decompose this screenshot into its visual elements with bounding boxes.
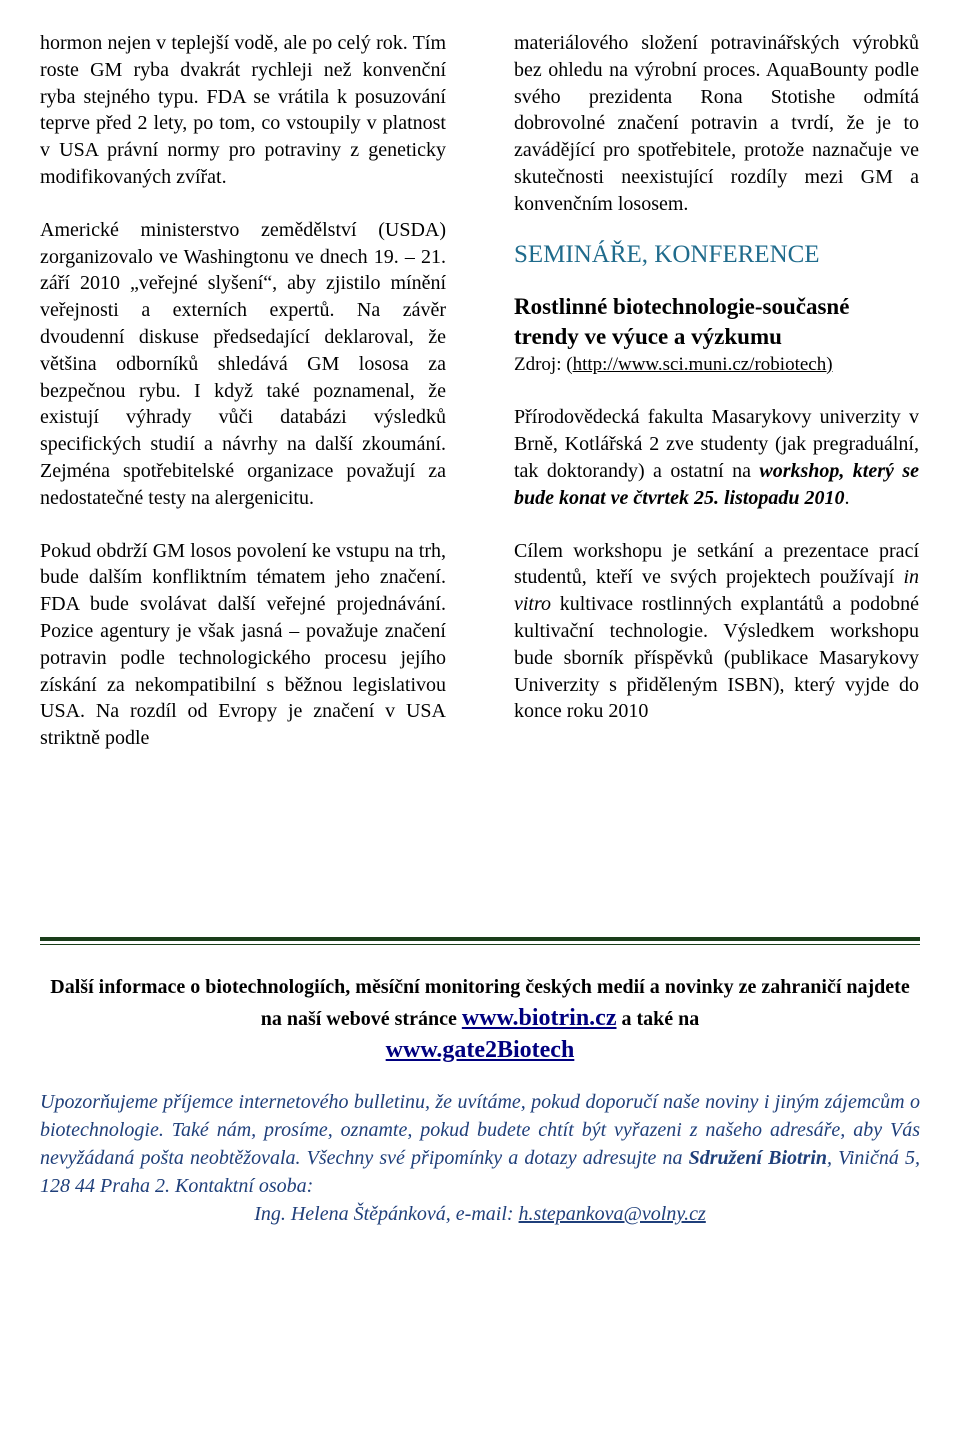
contact-line (40, 1200, 920, 1228)
left-paragraph-2: Americké ministerstvo zemědělství (USDA) zorganizovalo ve Washingtonu ve dnech 19. – 21. září 2010 „veřejné slyšení“, aby zjistilo mínění veřejnosti a externích expertů. Na závěr dvoudenní diskuse předsedající deklaroval, že většina odborníků shledává GM lososa za bezpečnou rybu. I když také poznamenal, že existují výhrady vůči databázi výsledků specifických studií a návrhy na další zkoumání. Zejména spotřebitelské organizace považují za nedostatečné testy na alergenicitu. (40, 218, 446, 509)
notice-text-b: , Viničná 5, 128 44 Praha 2. Kontaktní osoba: (40, 1147, 920, 1197)
divider-thin (40, 944, 920, 945)
footer-info-text: Další informace o biotechnologiích, měsíční monitoring českých medií a novinky ze zahraničí najdete na naší webové stránce (50, 976, 910, 1030)
notice (40, 1088, 920, 1228)
source-prefix: Zdroj: ( (514, 353, 573, 375)
contact-prefix: Ing. Helena Štěpánková, e-mail: (254, 1203, 519, 1225)
right-paragraph-1: materiálového složení potravinářských výrobků bez ohledu na výrobní proces. AquaBounty podle svého prezidenta Rona Stotishe odmítá dobrovolné značení potravin a tvrdí, že je to zavádějící pro spotřebitele, protože naznačuje ve skutečnosti neexistující rozdíly mezi GM a konvenčním lososem. (514, 32, 919, 215)
workshop-end: . (844, 486, 850, 509)
left-paragraph-1: hormon nejen v teplejší vodě, ale po celý rok. Tím roste GM ryba dvakrát rychleji než konvenční ryba stejného typu. FDA se vrátila k posuzování teprve před 2 lety, po tom, co vstoupily v platnost v USA právní normy pro potraviny z geneticky modifikovaných zvířat. (40, 32, 446, 188)
footer-and-text: a také na (621, 1008, 700, 1030)
gate2biotech-link[interactable]: www.gate2Biotech (385, 1037, 575, 1063)
in-vitro-term: in vitro (514, 566, 919, 616)
section-heading: SEMINÁŘE, KONFERENCE (514, 240, 820, 268)
notice-text-a: Upozorňujeme příjemce internetového bulletinu, že uvítáme, pokud doporučí naše noviny i jiným zájemcům o biotechnologie. Také nám, prosíme, oznamte, pokud budete chtít být vyřazeni z našeho adresáře, aby Vás nevyžádaná pošta neobtěžovala. Všechny své připomínky a dotazy adresujte na (40, 1091, 920, 1169)
right-paragraph-3 (514, 538, 919, 726)
workshop-intro: Přírodovědecká fakulta Masarykovy univerzity v Brně, Kotlářská 2 zve studenty (jak pregraduální, tak doktorandy) a ostatní na (514, 406, 919, 482)
source-link[interactable]: http://www.sci.muni.cz/robiotech) (572, 353, 833, 375)
footer-info (40, 972, 920, 1067)
source-line (514, 352, 919, 379)
left-paragraph-3: Pokud obdrží GM losos povolení ke vstupu na trh, bude dalším konfliktním tématem jeho značení. FDA bude svolávat další veřejné projednávání. Pozice agentury je však jasná – považuje značení potravin podle technologického procesu jejího získání za nekompatibilní s běžnou legislativou USA. Na rozdíl od Evropy je značení v USA striktně podle (40, 539, 446, 750)
biotrin-link[interactable]: www.biotrin.cz (461, 1005, 617, 1031)
workshop-goal-b: kultivace rostlinných explantátů a podobné kultivační technologie. Výsledkem workshopu bude sborník příspěvků (publikace Masarykovy Univerzity s přiděleným ISBN), který vyjde do konce roku 2010 (514, 593, 919, 723)
contact-email-link[interactable]: h.stepankova@volny.cz (518, 1203, 706, 1225)
notice-org: Sdružení Biotrin (688, 1147, 828, 1169)
right-paragraph-2 (514, 404, 919, 511)
left-column (40, 30, 446, 752)
divider-thick (40, 937, 920, 941)
article-heading: Rostlinné biotechnologie-současné trendy ve výuce a výzkumu (514, 293, 850, 349)
workshop-goal-a: Cílem workshopu je setkání a prezentace prací studentů, kteří ve svých projektech používají (514, 539, 919, 589)
workshop-date: workshop, který se bude konat ve čtvrtek 25. listopadu 2010 (514, 459, 919, 509)
right-column (514, 30, 919, 725)
